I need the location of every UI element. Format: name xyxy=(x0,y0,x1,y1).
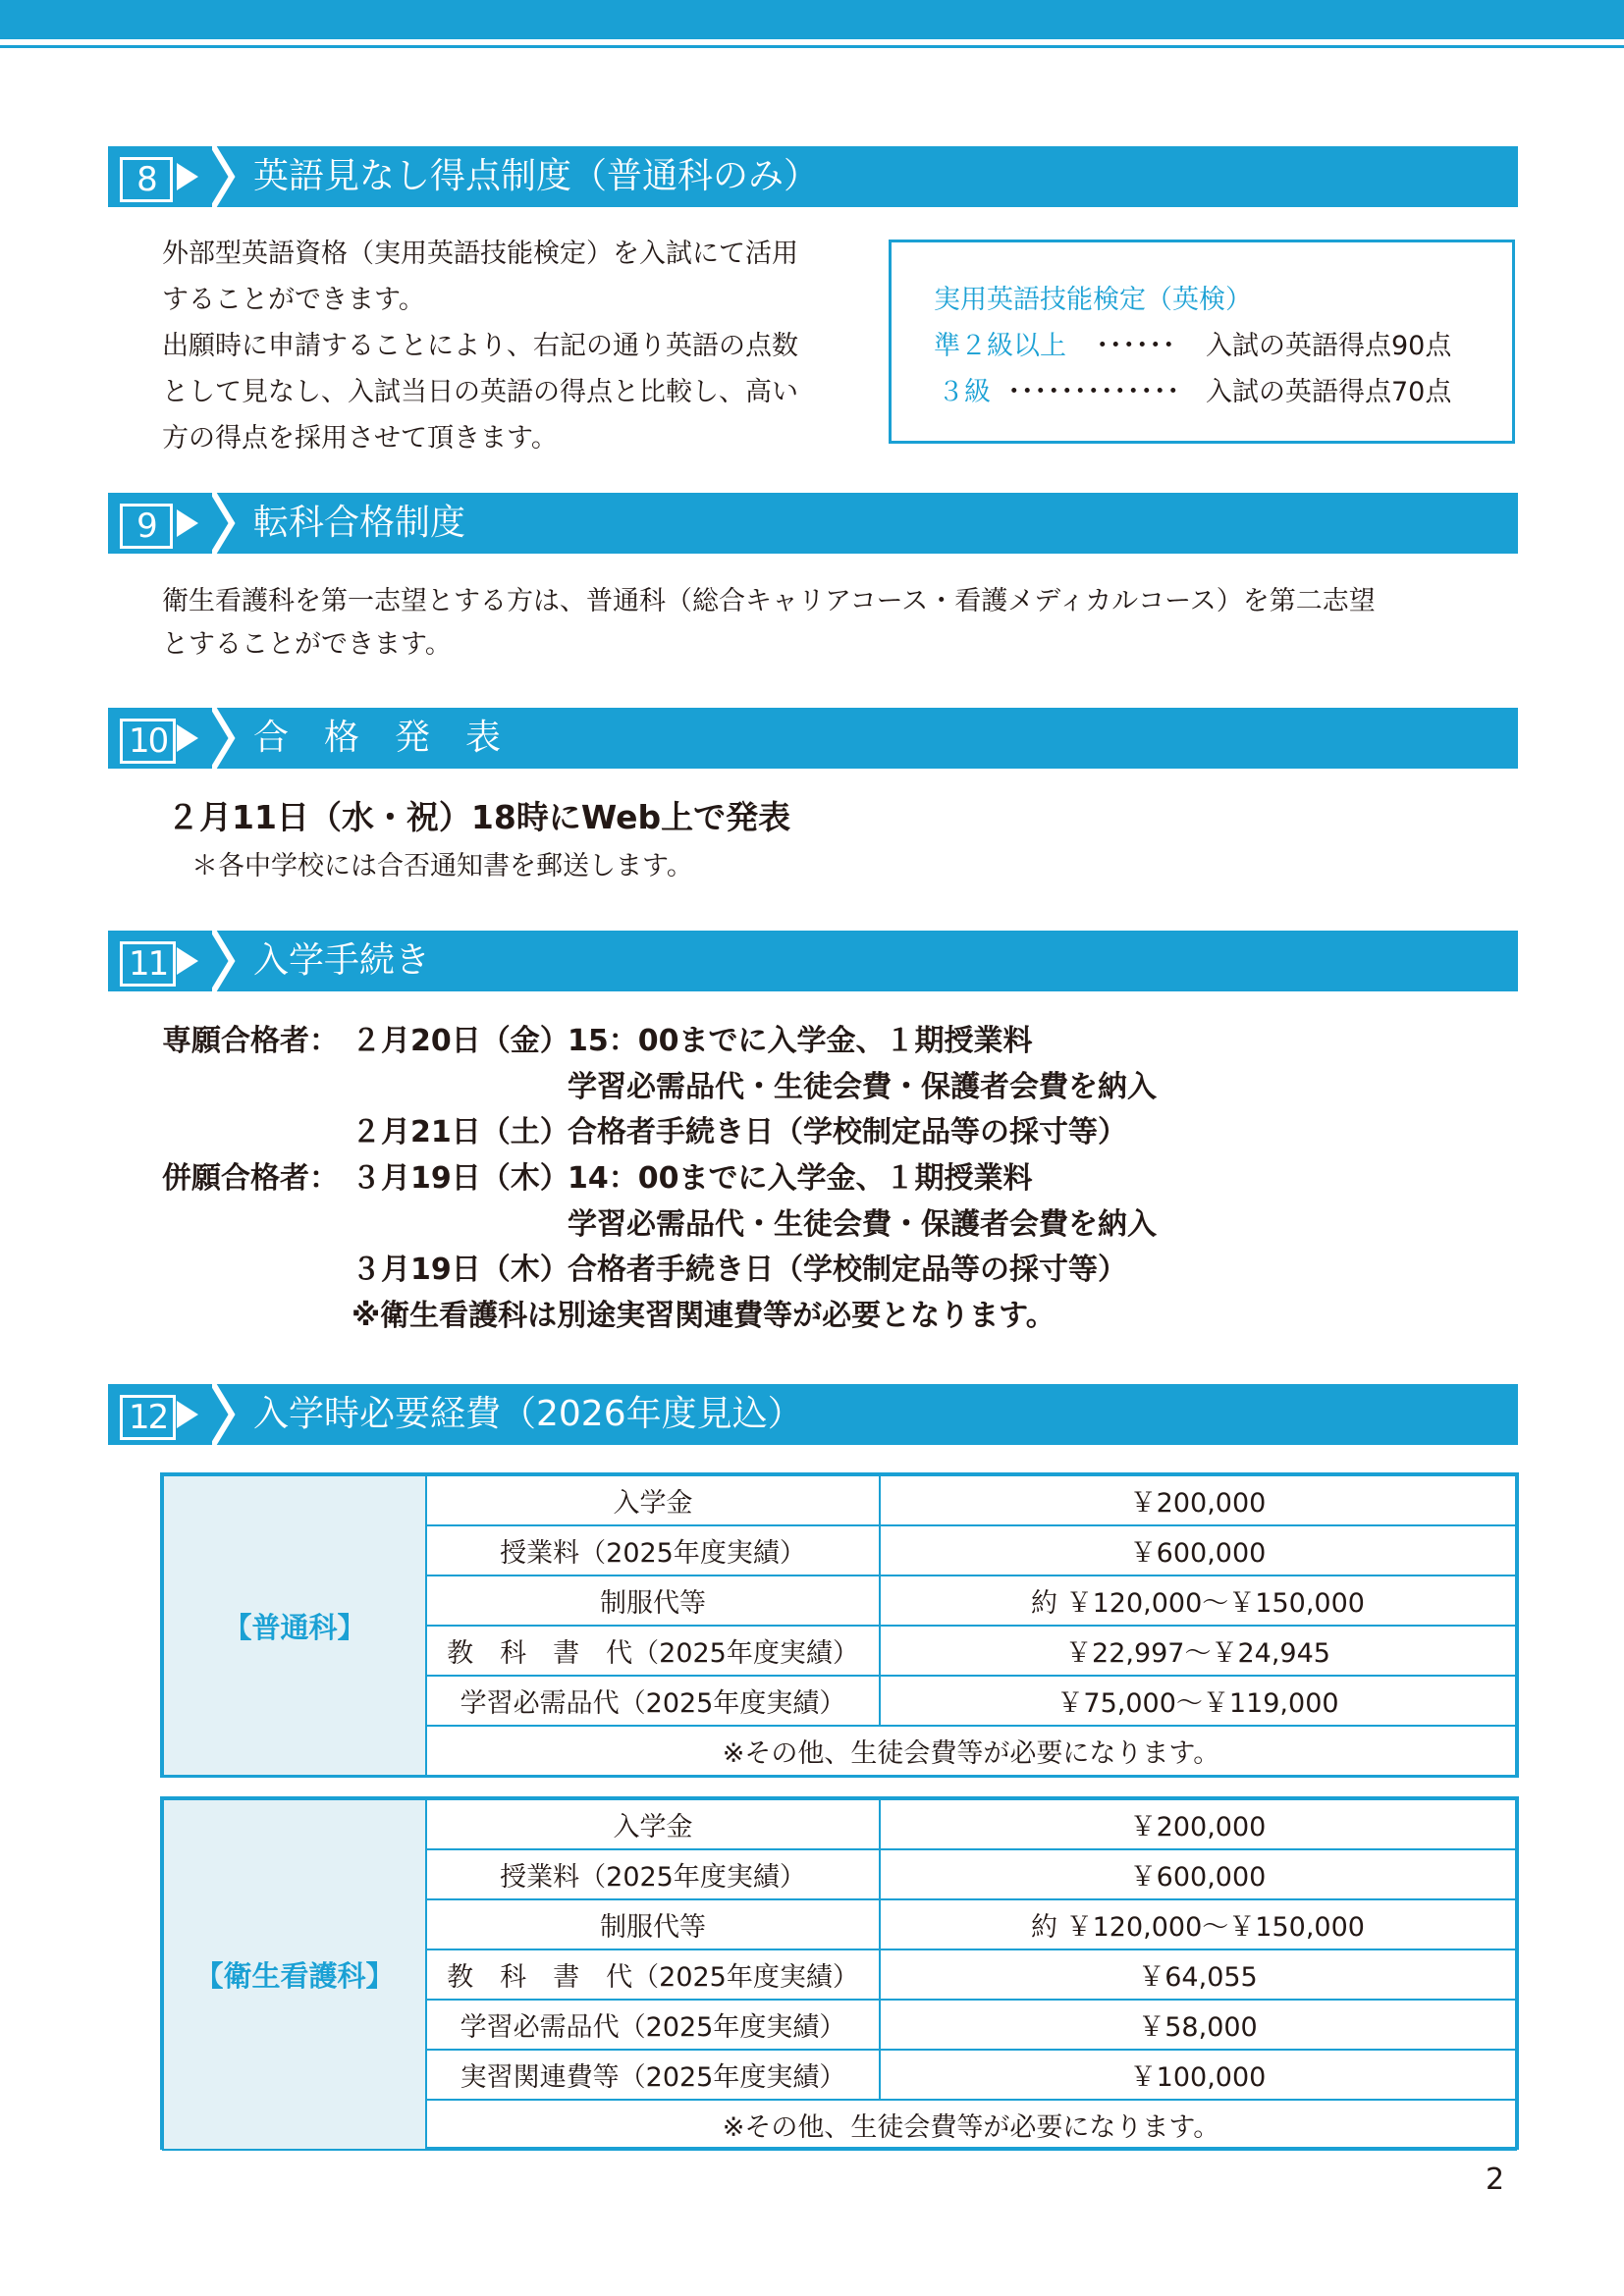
schedule-date: ２月20日（金） xyxy=(352,1024,569,1058)
fee-amount: 約 ￥120,000～￥150,000 xyxy=(880,1899,1516,1949)
fee-amount: ￥200,000 xyxy=(880,1799,1516,1849)
fee-item: 学習必需品代（2025年度実績） xyxy=(426,1676,880,1726)
chevron-divider-icon xyxy=(212,491,242,556)
fee-item: 制服代等 xyxy=(426,1899,880,1949)
text-line: 方の得点を採用させて頂きます。 xyxy=(162,423,558,454)
fee-item: 授業料（2025年度実績） xyxy=(426,1849,880,1899)
table-row xyxy=(163,1799,1516,1849)
schedule-date: ３月19日（木） xyxy=(352,1161,569,1196)
text-line: として見なし、入試当日の英語の得点と比較し、高い xyxy=(162,377,798,407)
chevron-divider-icon xyxy=(212,1382,242,1447)
section-number: 10 xyxy=(120,719,176,764)
section-title: 英語見なし得点制度（普通科のみ） xyxy=(253,156,820,196)
fee-amount: ￥64,055 xyxy=(880,1949,1516,2000)
eiken-score: 入試の英語得点70点 xyxy=(1206,377,1452,407)
leader-dots: ･･････ xyxy=(1096,331,1175,361)
fee-item: 授業料（2025年度実績） xyxy=(426,1525,880,1575)
fee-item: 制服代等 xyxy=(426,1575,880,1626)
section-header-11 xyxy=(108,931,1518,991)
page-number: 2 xyxy=(1486,2163,1505,2197)
section-header-8 xyxy=(108,146,1518,207)
play-arrow-icon xyxy=(177,947,198,975)
schedule-footnote: ※衛生看護科は別途実習関連費等が必要となります。 xyxy=(352,1299,1056,1333)
fee-amount: ￥200,000 xyxy=(880,1475,1516,1525)
fee-item: 入学金 xyxy=(426,1475,880,1525)
schedule-desc: 合格者手続き日（学校制定品等の採寸等） xyxy=(568,1253,1127,1287)
schedule-date: ２月21日（土） xyxy=(352,1115,569,1149)
fee-amount: ￥600,000 xyxy=(880,1849,1516,1899)
schedule-desc: 学習必需品代・生徒会費・保護者会費を納入 xyxy=(568,1070,1157,1104)
schedule-desc: 15：00までに入学金、１期授業料 xyxy=(568,1024,1033,1058)
fee-item: 学習必需品代（2025年度実績） xyxy=(426,2000,880,2050)
text-line: 外部型英語資格（実用英語技能検定）を入試にて活用 xyxy=(162,239,798,269)
fee-amount: ￥58,000 xyxy=(880,2000,1516,2050)
section-header-9 xyxy=(108,493,1518,554)
schedule-desc: 学習必需品代・生徒会費・保護者会費を納入 xyxy=(568,1207,1157,1242)
section-title: 入学手続き xyxy=(253,940,431,981)
section-number: 12 xyxy=(120,1395,176,1440)
top-band xyxy=(0,0,1624,39)
fee-amount: ￥22,997～￥24,945 xyxy=(880,1626,1516,1676)
eiken-grade: ３級 xyxy=(938,377,991,407)
schedule-date: ３月19日（木） xyxy=(352,1253,569,1287)
fee-note: ※その他、生徒会費等が必要になります。 xyxy=(426,2100,1516,2150)
play-arrow-icon xyxy=(177,1401,198,1428)
fee-item: 入学金 xyxy=(426,1799,880,1849)
play-arrow-icon xyxy=(177,509,198,537)
fee-amount: ￥100,000 xyxy=(880,2050,1516,2100)
text-line: することができます。 xyxy=(162,285,425,315)
fee-item: 教 科 書 代（2025年度実績） xyxy=(426,1626,880,1676)
eiken-grade: 準２級以上 xyxy=(934,331,1066,361)
leader-dots: ･････････････ xyxy=(1007,377,1180,407)
section-title: 転科合格制度 xyxy=(253,503,466,543)
top-rule xyxy=(0,45,1624,48)
category-cell: 【普通科】 xyxy=(163,1475,426,1776)
announcement: ２月11日（水・祝）18時にWeb上で発表 xyxy=(167,798,791,836)
text-line: 衛生看護科を第一志望とする方は、普通科（総合キャリアコース・看護メディカルコース）を第二志望 xyxy=(162,586,1376,616)
section-header-12 xyxy=(108,1384,1518,1445)
note: ＊各中学校には合否通知書を郵送します。 xyxy=(191,851,693,881)
section-number: 9 xyxy=(120,504,173,549)
nursing-fees-table xyxy=(162,1798,1517,2151)
schedule-label: 併願合格者： xyxy=(162,1161,339,1196)
fee-amount: ￥75,000～￥119,000 xyxy=(880,1676,1516,1726)
schedule-label: 専願合格者： xyxy=(162,1024,339,1058)
chevron-divider-icon xyxy=(212,144,242,209)
eiken-heading: 実用英語技能検定（英検） xyxy=(934,285,1252,315)
fee-amount: 約 ￥120,000～￥150,000 xyxy=(880,1575,1516,1626)
eiken-score-box xyxy=(889,240,1515,444)
text-line: 出願時に申請することにより、右記の通り英語の点数 xyxy=(162,331,798,361)
section-number: 8 xyxy=(120,157,173,202)
fee-amount: ￥600,000 xyxy=(880,1525,1516,1575)
category-cell: 【衛生看護科】 xyxy=(163,1799,426,2150)
schedule-desc: 合格者手続き日（学校制定品等の採寸等） xyxy=(568,1115,1127,1149)
fee-item: 実習関連費等（2025年度実績） xyxy=(426,2050,880,2100)
section-header-10 xyxy=(108,708,1518,769)
fee-item: 教 科 書 代（2025年度実績） xyxy=(426,1949,880,2000)
chevron-divider-icon xyxy=(212,929,242,993)
play-arrow-icon xyxy=(177,724,198,752)
chevron-divider-icon xyxy=(212,706,242,771)
eiken-score: 入試の英語得点90点 xyxy=(1206,331,1452,361)
section-number: 11 xyxy=(120,941,176,987)
play-arrow-icon xyxy=(177,163,198,190)
schedule-desc: 14：00までに入学金、１期授業料 xyxy=(568,1161,1033,1196)
text-line: とすることができます。 xyxy=(162,629,452,660)
table-row xyxy=(163,1475,1516,1525)
fee-note: ※その他、生徒会費等が必要になります。 xyxy=(426,1726,1516,1776)
general-fees-table xyxy=(162,1474,1517,1777)
section-title: 入学時必要経費（2026年度見込） xyxy=(253,1394,803,1434)
section-title: 合 格 発 表 xyxy=(253,718,502,758)
